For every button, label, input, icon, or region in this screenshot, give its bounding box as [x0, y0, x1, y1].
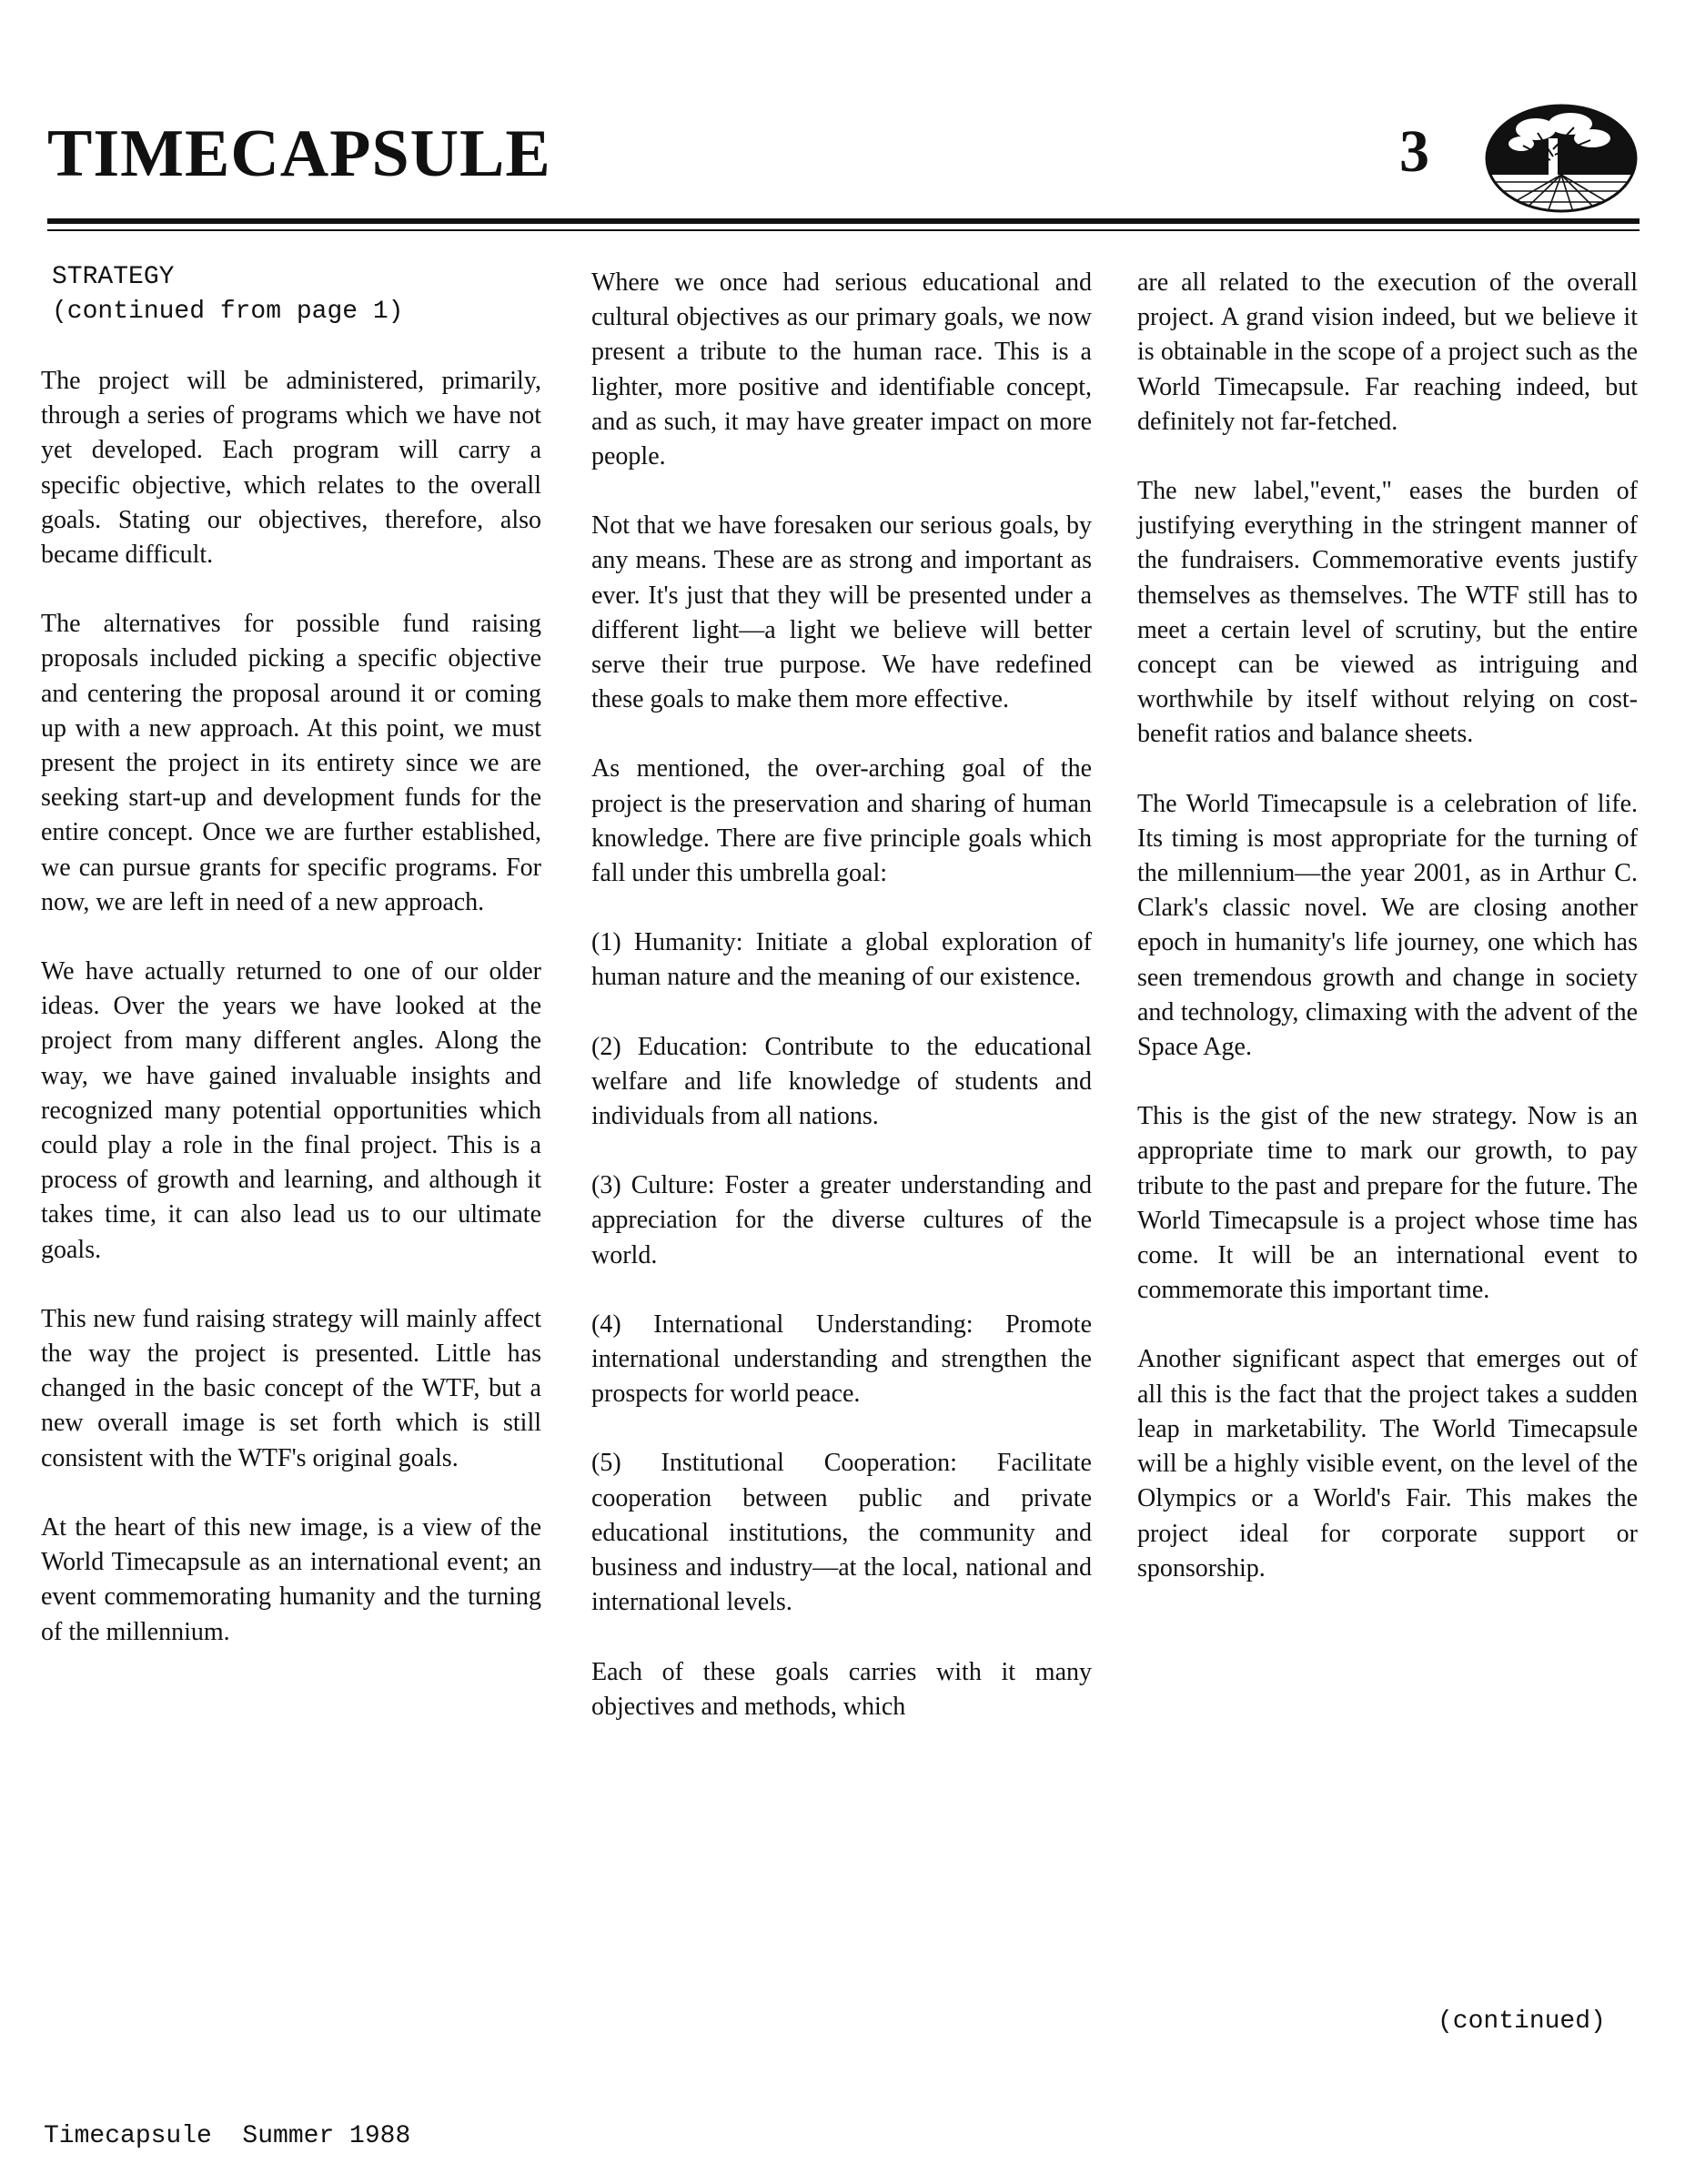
goal-item: (4) International Understanding: Promote international understanding and strengthen the prospects for world peace.	[591, 1309, 1092, 1409]
paragraph: At the heart of this new image, is a view of the World Timecapsule as an international event; an event commemorating humanity and the turning of the millennium.	[41, 1512, 541, 1646]
paragraph: The World Timecapsule is a celebration of life. Its timing is most appropriate for the turning of the millennium—the year 2001, as in Arthur C. Clark's classic novel. We are closing another epoch in humanity's life journey, one which has seen tremendous growth and change in society and technology, climaxing with the advent of the Space Age.	[1137, 789, 1638, 1062]
paragraph: Not that we have foresaken our serious goals, by any means. These are as strong and important as ever. It's just that they will be presented under a different light—a light we believe will better serve their true purpose. We have redefined these goals to make them more effective.	[591, 511, 1092, 714]
column-3	[1137, 266, 1638, 1621]
paragraph: This new fund raising strategy will mainly affect the way the project is presented. Little has changed in the basic concept of the WTF, but a new overall image is set forth which is still consistent with the WTF's original goals.	[41, 1304, 541, 1472]
page-number: 3	[1399, 118, 1429, 185]
paragraph: Each of these goals carries with it many objectives and methods, which	[591, 1657, 1092, 1721]
paragraph: The project will be administered, primarily, through a series of programs which we have not yet developed. Each program will carry a specific objective, which relates to the overall goals. Stating our objectives, therefore, also became difficult.	[41, 367, 541, 570]
paragraph: As mentioned, the over-arching goal of the project is the preservation and sharing of human knowledge. There are five principle goals which fall under this umbrella goal:	[591, 754, 1092, 888]
paragraph: Where we once had serious educational and cultural objectives as our primary goals, we now present a tribute to the human race. This is a lighter, more positive and identifiable concept, and as such, it may have greater impact on more people.	[591, 268, 1092, 471]
section-subheading: (continued from page 1)	[52, 298, 404, 326]
paragraph: This is the gist of the new strategy. Now is an appropriate time to mark our growth, to pay tribute to the past and prepare for the future. The World Timecapsule is a project whose time has come. It will be an international event to commemorate this important time.	[1137, 1102, 1638, 1305]
paragraph: Another significant aspect that emerges out of all this is the fact that the project takes a sudden leap in marketability. The World Timecapsule will be a highly visible event, on the level of the Olympics or a World's Fair. This makes the project ideal for corporate support or sponsorship.	[1137, 1345, 1638, 1582]
column-2	[591, 266, 1092, 1759]
newsletter-title: TIMECAPSULE	[47, 116, 551, 191]
page-footer: Timecapsule Summer 1988	[44, 2122, 411, 2150]
paragraph: are all related to the execution of the overall project. A grand vision indeed, but we believe it is obtainable in the scope of a project such as the World Timecapsule. Far reaching indeed, but definitely not far-fetched.	[1137, 268, 1638, 436]
paragraph: The new label,"event," eases the burden of justifying everything in the stringent manner of the fundraisers. Commemorative events justify themselves as themselves. The WTF still has to meet a certain level of scrutiny, but the entire concept can be viewed as intriguing and worthwhile by itself without relying on cost-benefit ratios and balance sheets.	[1137, 477, 1638, 749]
paragraph: The alternatives for possible fund raising proposals included picking a specific objective and centering the proposal around it or coming up with a new approach. At this point, we must present the project in its entirety since we are seeking start-up and development funds for the entire concept. Once we are further established, we can pursue grants for specific programs. For now, we are left in need of a new approach.	[41, 610, 541, 916]
header-rule-thin	[47, 229, 1640, 231]
header-rule	[47, 218, 1640, 224]
continued-note: (continued)	[1438, 2007, 1606, 2036]
goal-item: (1) Humanity: Initiate a global exploration of human nature and the meaning of our existence.	[591, 928, 1092, 992]
goal-item: (3) Culture: Foster a greater understanding and appreciation for the diverse cultures of the world.	[591, 1171, 1092, 1269]
goal-item: (2) Education: Contribute to the educational welfare and life knowledge of students and individuals from all nations.	[591, 1032, 1092, 1131]
column-1	[41, 260, 541, 1684]
tree-globe-icon	[1483, 102, 1640, 215]
section-heading: STRATEGY	[52, 263, 175, 291]
paragraph: We have actually returned to one of our older ideas. Over the years we have looked at the project from many different angles. Along the way, we have gained invaluable insights and recognized many potential opportunities which could play a role in the final project. This is a process of growth and learning, and although it takes time, it can also lead us to our ultimate goals.	[41, 957, 541, 1264]
goal-item: (5) Institutional Cooperation: Facilitate cooperation between public and private educational institutions, the community and business and industry—at the local, national and international levels.	[591, 1449, 1092, 1617]
